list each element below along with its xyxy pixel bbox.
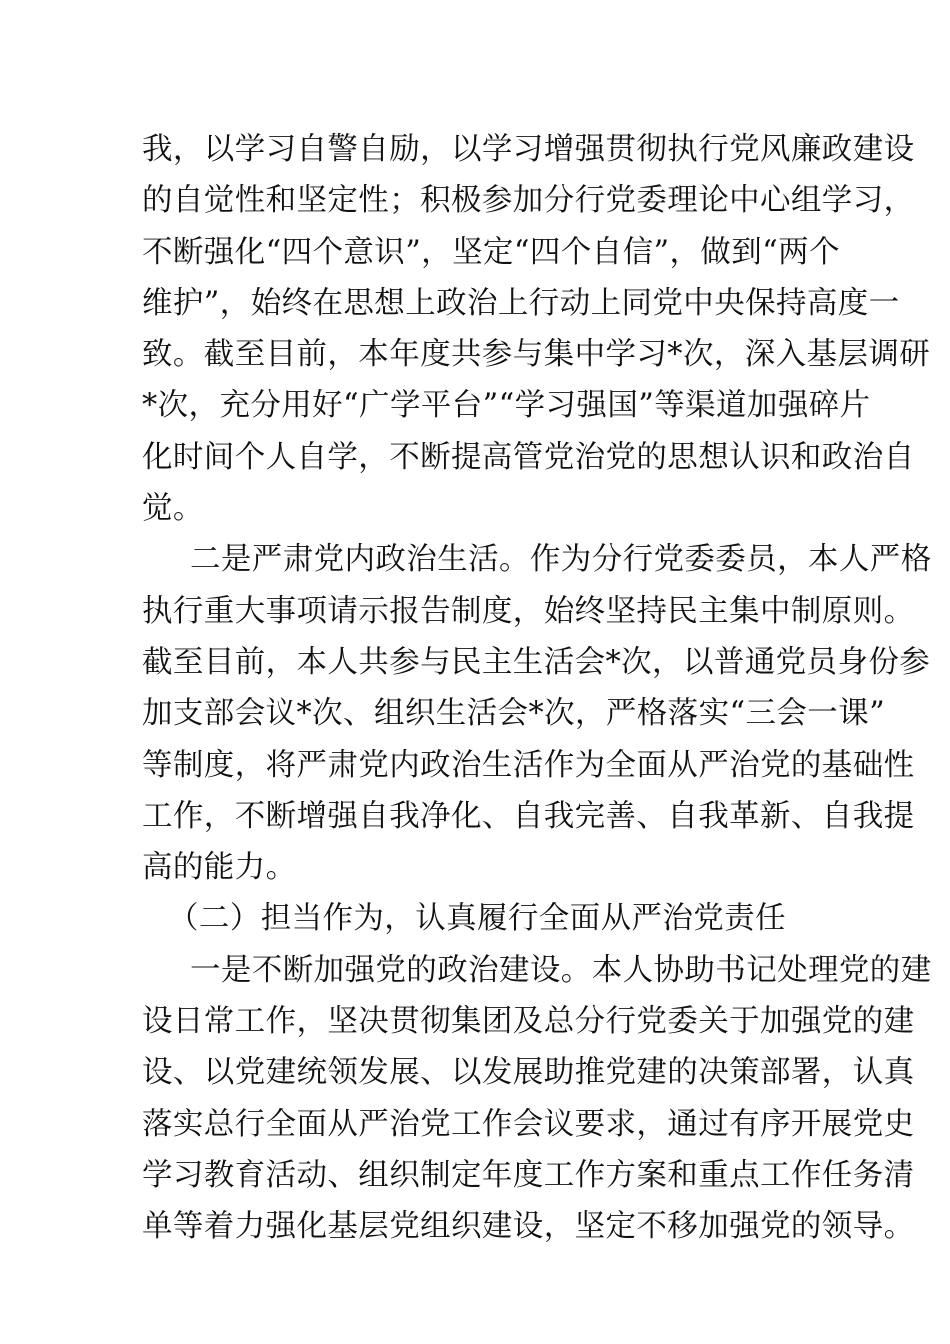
paragraph-line: 单等着力强化基层党组织建设，坚定不移加强党的领导。	[142, 1209, 915, 1245]
paragraph-line: 等制度，将严肃党内政治生活作为全面从严治党的基础性	[142, 747, 915, 783]
paragraph-line: 加支部会议*次、组织生活会*次，严格落实“三会一课”	[142, 696, 886, 732]
paragraph-line: 执行重大事项请示报告制度，始终坚持民主集中制原则。	[142, 593, 915, 629]
paragraph-line: 一是不断加强党的政治建设。本人协助书记处理党的建	[190, 952, 932, 988]
paragraph-line: 高的能力。	[142, 850, 297, 886]
paragraph-line: 致。截至目前，本年度共参与集中学习*次，深入基层调研	[142, 337, 931, 373]
paragraph-line: *次，充分用好“广学平台”“学习强国”等渠道加强碎片	[142, 388, 871, 424]
paragraph-line: 落实总行全面从严治党工作会议要求，通过有序开展党史	[142, 1106, 915, 1142]
paragraph-line: 我，以学习自警自励，以学习增强贯彻执行党风廉政建设	[142, 132, 915, 167]
document-body	[142, 124, 932, 1253]
section-heading: （二）担当作为，认真履行全面从严治党责任	[168, 901, 786, 937]
paragraph-line: 维护”，始终在思想上政治上行动上同党中央保持高度一	[142, 285, 900, 321]
paragraph-line: 的自觉性和坚定性；积极参加分行党委理论中心组学习，	[142, 183, 915, 219]
paragraph-line: 工作，不断增强自我净化、自我完善、自我革新、自我提	[142, 798, 915, 834]
paragraph-line: 二是严肃党内政治生活。作为分行党委委员，本人严格	[190, 542, 932, 578]
paragraph-line: 不断强化“四个意识”，坚定“四个自信”，做到“两个	[142, 234, 840, 270]
paragraph-line: 设日常工作，坚决贯彻集团及总分行党委关于加强党的建	[142, 1004, 915, 1040]
paragraph-line: 觉。	[142, 491, 204, 527]
paragraph-line: 学习教育活动、组织制定年度工作方案和重点工作任务清	[142, 1157, 915, 1193]
paragraph-line: 化时间个人自学，不断提高管党治党的思想认识和政治自	[142, 439, 915, 475]
paragraph-line: 截至目前，本人共参与民主生活会*次，以普通党员身份参	[142, 644, 931, 680]
paragraph-line: 设、以党建统领发展、以发展助推党建的决策部署，认真	[142, 1055, 915, 1091]
